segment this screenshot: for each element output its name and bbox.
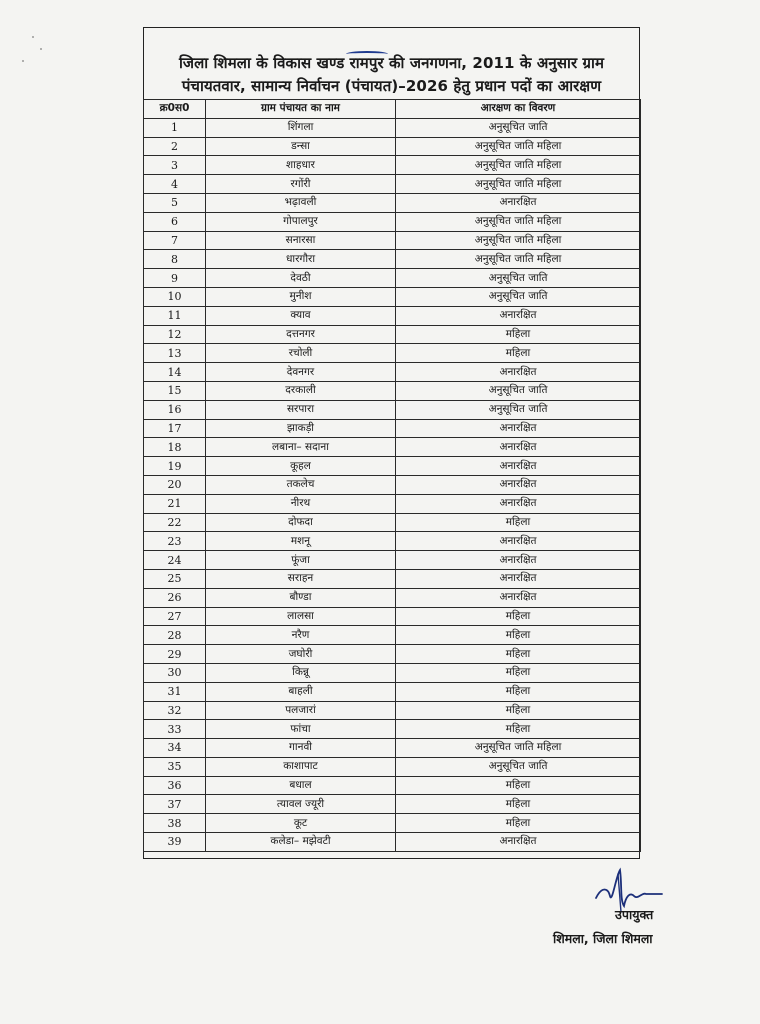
header-panchayat-name: ग्राम पंचायत का नाम xyxy=(206,100,396,119)
table-row xyxy=(144,212,641,231)
row-panchayat-name: नीरथ xyxy=(206,494,396,513)
table-row xyxy=(144,287,641,306)
table-row xyxy=(144,814,641,833)
row-reservation-detail: अनारक्षित xyxy=(396,833,641,852)
row-reservation-detail: अनुसूचित जाति xyxy=(396,381,641,400)
table-row xyxy=(144,231,641,250)
row-reservation-detail: अनारक्षित xyxy=(396,363,641,382)
table-row xyxy=(144,419,641,438)
row-reservation-detail: अनुसूचित जाति महिला xyxy=(396,250,641,269)
row-panchayat-name: रचोली xyxy=(206,344,396,363)
row-reservation-detail: अनुसूचित जाति महिला xyxy=(396,212,641,231)
row-serial-number: 23 xyxy=(144,532,206,551)
row-serial-number: 7 xyxy=(144,231,206,250)
row-panchayat-name: फूंजा xyxy=(206,551,396,570)
row-serial-number: 30 xyxy=(144,663,206,682)
row-serial-number: 5 xyxy=(144,193,206,212)
document-title xyxy=(143,52,640,98)
row-serial-number: 39 xyxy=(144,833,206,852)
title-block-name: रामपुर xyxy=(349,54,384,72)
row-reservation-detail: अनारक्षित xyxy=(396,457,641,476)
row-panchayat-name: फांचा xyxy=(206,720,396,739)
row-panchayat-name: मुनीश xyxy=(206,287,396,306)
row-panchayat-name: नरैण xyxy=(206,626,396,645)
row-panchayat-name: मशनू xyxy=(206,532,396,551)
table-row xyxy=(144,513,641,532)
row-serial-number: 19 xyxy=(144,457,206,476)
row-panchayat-name: दत्तनगर xyxy=(206,325,396,344)
row-reservation-detail: महिला xyxy=(396,776,641,795)
title-line-1 xyxy=(143,52,640,75)
row-panchayat-name: शिंगला xyxy=(206,118,396,137)
row-reservation-detail: अनारक्षित xyxy=(396,569,641,588)
row-reservation-detail: अनुसूचित जाति xyxy=(396,269,641,288)
row-reservation-detail: अनारक्षित xyxy=(396,306,641,325)
row-reservation-detail: महिला xyxy=(396,795,641,814)
row-panchayat-name: जघोरी xyxy=(206,645,396,664)
row-panchayat-name: दोफदा xyxy=(206,513,396,532)
row-reservation-detail: महिला xyxy=(396,701,641,720)
row-panchayat-name: बाहली xyxy=(206,682,396,701)
row-serial-number: 24 xyxy=(144,551,206,570)
row-panchayat-name: धारगौरा xyxy=(206,250,396,269)
row-reservation-detail: महिला xyxy=(396,720,641,739)
table-row xyxy=(144,569,641,588)
row-panchayat-name: देवनगर xyxy=(206,363,396,382)
row-serial-number: 10 xyxy=(144,287,206,306)
row-serial-number: 26 xyxy=(144,588,206,607)
row-serial-number: 4 xyxy=(144,175,206,194)
row-panchayat-name: काशापाट xyxy=(206,757,396,776)
row-panchayat-name: बौण्डा xyxy=(206,588,396,607)
table-row xyxy=(144,626,641,645)
row-panchayat-name: लालसा xyxy=(206,607,396,626)
row-serial-number: 14 xyxy=(144,363,206,382)
row-reservation-detail: अनुसूचित जाति महिला xyxy=(396,156,641,175)
table-row xyxy=(144,137,641,156)
row-serial-number: 17 xyxy=(144,419,206,438)
table-row xyxy=(144,438,641,457)
row-reservation-detail: अनुसूचित जाति महिला xyxy=(396,137,641,156)
row-panchayat-name: डन्सा xyxy=(206,137,396,156)
table-row xyxy=(144,795,641,814)
table-row xyxy=(144,269,641,288)
table-row xyxy=(144,363,641,382)
scan-speck xyxy=(40,48,42,50)
table-row xyxy=(144,175,641,194)
row-serial-number: 36 xyxy=(144,776,206,795)
title-line-1-start: जिला शिमला के विकास खण्ड xyxy=(178,54,350,72)
row-panchayat-name: त्यावल ज्यूरी xyxy=(206,795,396,814)
row-panchayat-name: कूहल xyxy=(206,457,396,476)
row-panchayat-name: सराहन xyxy=(206,569,396,588)
table-row xyxy=(144,457,641,476)
table-row xyxy=(144,475,641,494)
signatory-place: शिमला, जिला शिमला xyxy=(553,931,653,946)
row-reservation-detail: अनारक्षित xyxy=(396,475,641,494)
table-row xyxy=(144,757,641,776)
title-line-2: पंचायतवार, सामान्य निर्वाचन (पंचायत)–2026 हेतु प्रधान पदों का आरक्षण xyxy=(181,77,602,95)
row-panchayat-name: कलेडा– मझेवटी xyxy=(206,833,396,852)
table-row xyxy=(144,306,641,325)
row-reservation-detail: महिला xyxy=(396,626,641,645)
row-reservation-detail: अनारक्षित xyxy=(396,193,641,212)
table-row xyxy=(144,250,641,269)
row-reservation-detail: अनुसूचित जाति xyxy=(396,118,641,137)
row-panchayat-name: बधाल xyxy=(206,776,396,795)
row-reservation-detail: महिला xyxy=(396,513,641,532)
row-reservation-detail: अनारक्षित xyxy=(396,551,641,570)
table-row xyxy=(144,588,641,607)
row-serial-number: 8 xyxy=(144,250,206,269)
row-panchayat-name: सरपारा xyxy=(206,400,396,419)
table-row xyxy=(144,551,641,570)
table-row xyxy=(144,494,641,513)
table-body xyxy=(144,118,641,851)
table-row xyxy=(144,118,641,137)
row-panchayat-name: किन्नू xyxy=(206,663,396,682)
row-panchayat-name: भढ़ावली xyxy=(206,193,396,212)
row-panchayat-name: कूट xyxy=(206,814,396,833)
row-reservation-detail: अनुसूचित जाति xyxy=(396,757,641,776)
table-row xyxy=(144,720,641,739)
table-row xyxy=(144,776,641,795)
row-serial-number: 16 xyxy=(144,400,206,419)
row-serial-number: 33 xyxy=(144,720,206,739)
row-panchayat-name: झाकड़ी xyxy=(206,419,396,438)
row-reservation-detail: महिला xyxy=(396,607,641,626)
title-line-1-end: की जनगणना, 2011 के अनुसार ग्राम xyxy=(383,54,605,72)
table-row xyxy=(144,381,641,400)
row-serial-number: 27 xyxy=(144,607,206,626)
table-row xyxy=(144,645,641,664)
row-reservation-detail: अनुसूचित जाति महिला xyxy=(396,739,641,758)
row-serial-number: 35 xyxy=(144,757,206,776)
row-panchayat-name: क्याव xyxy=(206,306,396,325)
row-reservation-detail: अनारक्षित xyxy=(396,438,641,457)
row-reservation-detail: अनारक्षित xyxy=(396,494,641,513)
row-reservation-detail: महिला xyxy=(396,814,641,833)
reservation-table xyxy=(143,99,641,852)
row-serial-number: 6 xyxy=(144,212,206,231)
row-serial-number: 37 xyxy=(144,795,206,814)
row-panchayat-name: गोपालपुर xyxy=(206,212,396,231)
row-serial-number: 28 xyxy=(144,626,206,645)
table-row xyxy=(144,663,641,682)
table-row xyxy=(144,739,641,758)
row-serial-number: 25 xyxy=(144,569,206,588)
row-panchayat-name: गानवी xyxy=(206,739,396,758)
row-serial-number: 29 xyxy=(144,645,206,664)
row-serial-number: 13 xyxy=(144,344,206,363)
row-reservation-detail: अनुसूचित जाति xyxy=(396,400,641,419)
signatory-designation: उपायुक्त xyxy=(615,907,654,922)
table-row xyxy=(144,400,641,419)
row-panchayat-name: दरकाली xyxy=(206,381,396,400)
row-panchayat-name: लबाना– सदाना xyxy=(206,438,396,457)
row-serial-number: 2 xyxy=(144,137,206,156)
row-reservation-detail: अनुसूचित जाति xyxy=(396,287,641,306)
row-serial-number: 34 xyxy=(144,739,206,758)
row-reservation-detail: अनारक्षित xyxy=(396,419,641,438)
table-row xyxy=(144,325,641,344)
row-serial-number: 11 xyxy=(144,306,206,325)
table-row xyxy=(144,701,641,720)
row-panchayat-name: शाहधार xyxy=(206,156,396,175)
row-serial-number: 32 xyxy=(144,701,206,720)
table-row xyxy=(144,607,641,626)
row-serial-number: 20 xyxy=(144,475,206,494)
table-header-row xyxy=(144,100,641,119)
table-row xyxy=(144,344,641,363)
row-reservation-detail: महिला xyxy=(396,344,641,363)
row-reservation-detail: महिला xyxy=(396,645,641,664)
row-reservation-detail: महिला xyxy=(396,325,641,344)
row-reservation-detail: महिला xyxy=(396,682,641,701)
row-reservation-detail: अनारक्षित xyxy=(396,532,641,551)
row-panchayat-name: पलजारां xyxy=(206,701,396,720)
table-row xyxy=(144,532,641,551)
table-row xyxy=(144,682,641,701)
row-reservation-detail: अनारक्षित xyxy=(396,588,641,607)
row-panchayat-name: सनारसा xyxy=(206,231,396,250)
row-serial-number: 21 xyxy=(144,494,206,513)
table-row xyxy=(144,833,641,852)
header-serial-number: क्र0स0 xyxy=(144,100,206,119)
row-reservation-detail: अनुसूचित जाति महिला xyxy=(396,231,641,250)
row-panchayat-name: देवठी xyxy=(206,269,396,288)
row-serial-number: 12 xyxy=(144,325,206,344)
row-reservation-detail: महिला xyxy=(396,663,641,682)
header-reservation-detail: आरक्षण का विवरण xyxy=(396,100,641,119)
row-serial-number: 1 xyxy=(144,118,206,137)
row-serial-number: 22 xyxy=(144,513,206,532)
table-row xyxy=(144,156,641,175)
table-row xyxy=(144,193,641,212)
scan-speck xyxy=(22,60,24,62)
row-reservation-detail: अनुसूचित जाति महिला xyxy=(396,175,641,194)
row-panchayat-name: रगोंरी xyxy=(206,175,396,194)
row-serial-number: 31 xyxy=(144,682,206,701)
row-panchayat-name: तकलेच xyxy=(206,475,396,494)
row-serial-number: 18 xyxy=(144,438,206,457)
row-serial-number: 38 xyxy=(144,814,206,833)
row-serial-number: 3 xyxy=(144,156,206,175)
scan-speck xyxy=(32,36,34,38)
row-serial-number: 9 xyxy=(144,269,206,288)
row-serial-number: 15 xyxy=(144,381,206,400)
